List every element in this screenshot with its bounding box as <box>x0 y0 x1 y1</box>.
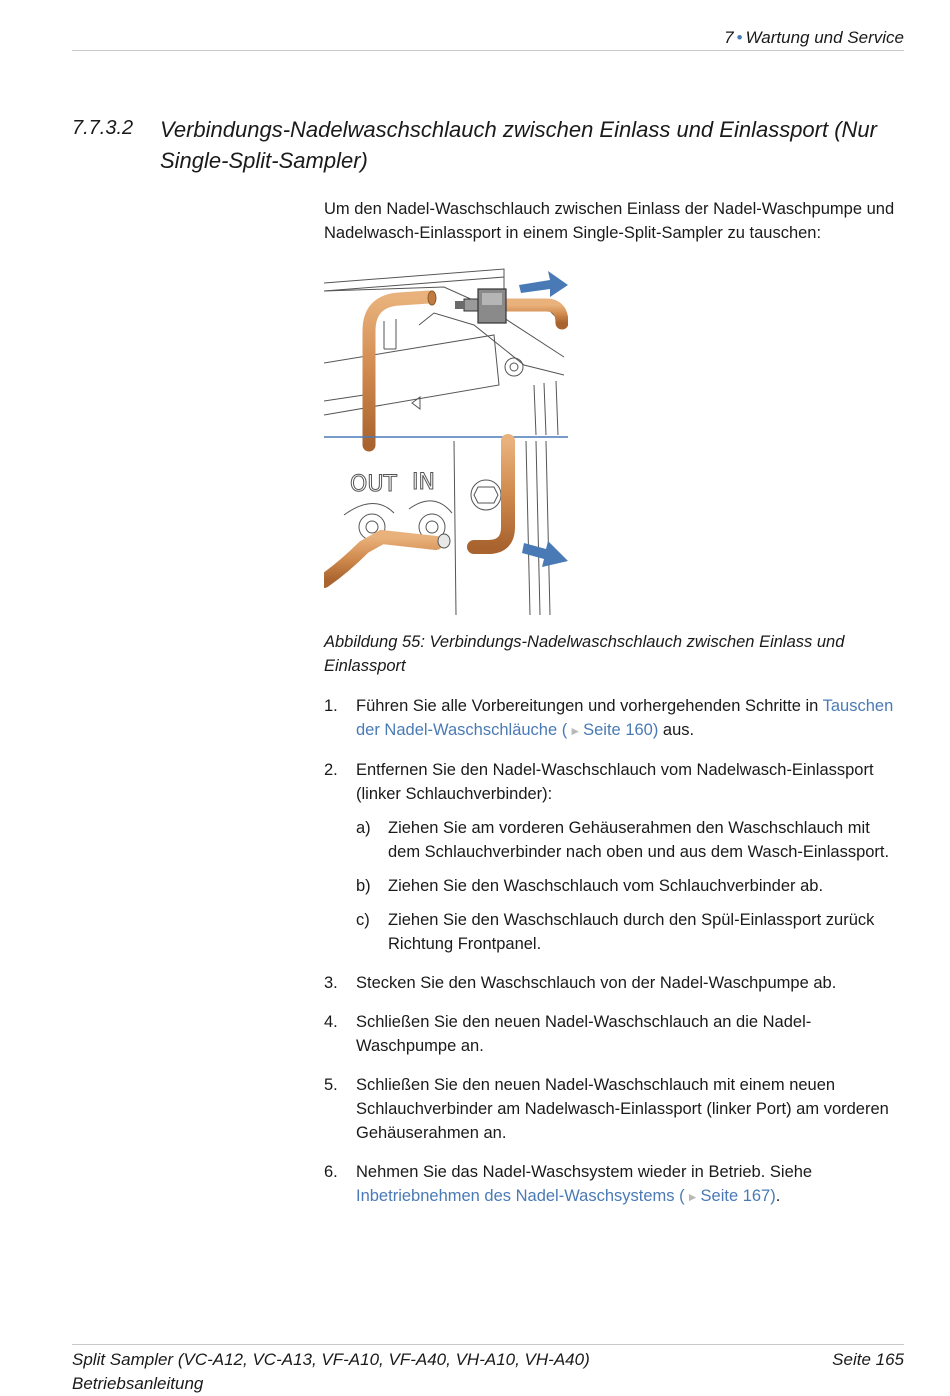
list-item <box>356 908 906 956</box>
step-number: 1. <box>324 697 338 715</box>
footer-product: Split Sampler (VC-A12, VC-A13, VF-A10, VF-A40, VH-A10, VH-A40) <box>72 1350 590 1369</box>
list-item <box>324 1160 906 1209</box>
bullet-dot-icon: • <box>736 28 743 47</box>
link-page: Seite 160) <box>583 721 659 739</box>
tube-top-left <box>369 297 429 445</box>
hose-connector <box>455 289 506 323</box>
footer-page-number: Seite 165 <box>832 1350 904 1369</box>
section-number: 7.7.3.2 <box>72 117 134 139</box>
step-text: Führen Sie alle Vorbereitungen und vorhergehenden Schritte in <box>356 697 823 715</box>
list-item <box>356 874 906 898</box>
figure-tube-illustration <box>324 265 568 615</box>
tube-illustration <box>324 265 568 615</box>
substep-label: c) <box>356 911 370 929</box>
step-text: Schließen Sie den neuen Nadel-Waschschlauch an die Nadel-Waschpumpe an. <box>356 1013 812 1055</box>
top-panel-linework <box>324 269 564 435</box>
step-text-end: . <box>775 1187 781 1205</box>
intro-paragraph: Um den Nadel-Waschschlauch zwischen Einlass der Nadel-Waschpumpe und Nadelwasch-Einlassport in einem Single-Split-Sampler zu tauschen: <box>324 200 895 242</box>
chapter-number: 7 <box>724 28 734 47</box>
step-text: Schließen Sie den neuen Nadel-Waschschlauch mit einem neuen Schlauchverbinder am Nadelwasch-Einlassport (linker Port) am vorderen Gehäuserahmen an. <box>356 1076 889 1142</box>
step-text: Stecken Sie den Waschschlauch von der Nadel-Waschpumpe ab. <box>356 974 837 992</box>
substep-text: Ziehen Sie den Waschschlauch vom Schlauchverbinder ab. <box>388 877 824 895</box>
list-item <box>324 758 906 956</box>
step-number: 6. <box>324 1163 338 1181</box>
arrow-right-icon <box>519 271 568 297</box>
step-text-end: aus. <box>658 721 695 739</box>
substep-label: b) <box>356 877 371 895</box>
substep-text: Ziehen Sie am vorderen Gehäuserahmen den Waschschlauch mit dem Schlauchverbinder nach oben und aus dem Wasch-Einlassport. <box>388 819 890 861</box>
substeps-list <box>356 816 906 956</box>
tube-top-left-end <box>428 291 436 305</box>
footer-doc-type: Betriebsanleitung <box>72 1374 204 1393</box>
main-content <box>324 197 906 1224</box>
step-number: 3. <box>324 974 338 992</box>
list-item <box>324 971 906 995</box>
caret-right-icon: ► <box>686 1190 699 1204</box>
substep-text: Ziehen Sie den Waschschlauch durch den Spül-Einlassport zurück Richtung Frontpanel. <box>388 911 875 953</box>
list-item <box>356 816 906 864</box>
figure-caption: Abbildung 55: Verbindungs-Nadelwaschschlauch zwischen Einlass und Einlassport <box>324 633 845 675</box>
tube-bottom-right <box>474 441 508 547</box>
chapter-title: Wartung und Service <box>745 28 904 47</box>
steps-list <box>324 694 906 1209</box>
list-item <box>324 1010 906 1058</box>
list-item <box>324 1073 906 1145</box>
step-number: 2. <box>324 761 338 779</box>
caret-right-icon: ► <box>569 724 582 738</box>
link-inbetriebnehmen-waschsystem[interactable] <box>356 1187 776 1205</box>
link-text: Tauschen der Nadel-Waschschläuche ( <box>356 697 894 739</box>
bottom-panel-linework <box>344 441 550 615</box>
tube-bottom-left <box>324 537 436 581</box>
label-out: OUT <box>350 472 397 497</box>
step-text: Nehmen Sie das Nadel-Waschsystem wieder in Betrieb. Siehe <box>356 1163 813 1181</box>
tube-bottom-left-end <box>438 534 450 548</box>
link-page: Seite 167) <box>700 1187 776 1205</box>
page-header <box>72 28 904 51</box>
label-in: IN <box>412 470 435 495</box>
step-number: 5. <box>324 1076 338 1094</box>
link-text: Inbetriebnehmen des Nadel-Waschsystems ( <box>356 1187 685 1205</box>
substep-label: a) <box>356 819 371 837</box>
step-number: 4. <box>324 1013 338 1031</box>
step-text: Entfernen Sie den Nadel-Waschschlauch vom Nadelwasch-Einlassport (linker Schlauchverbinder): <box>356 761 874 803</box>
section-title: Verbindungs-Nadelwaschschlauch zwischen Einlass und Einlassport (Nur Single-Split-Sampler) <box>160 117 877 173</box>
list-item <box>324 694 906 743</box>
port-labels <box>350 470 435 497</box>
tube-top-right <box>504 305 562 323</box>
page-footer <box>72 1344 904 1396</box>
